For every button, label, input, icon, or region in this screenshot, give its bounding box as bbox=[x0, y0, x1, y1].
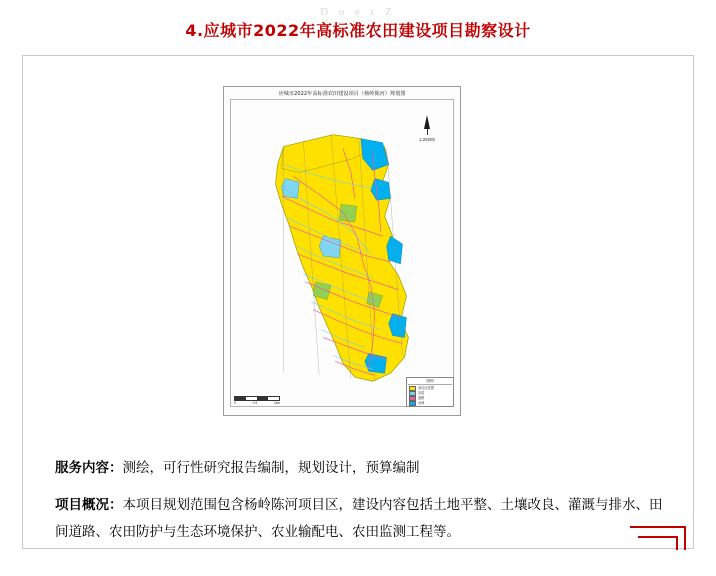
scalebar-mid-label: 0.5 bbox=[252, 401, 258, 405]
project-overview-value: 本项目规划范围包含杨岭陈河项目区，建设内容包括土地平整、土壤改良、灌溉与排水、田间道路、农田防护与生态环境保护、农业输配电、农田监测工程等。 bbox=[55, 496, 663, 540]
service-content-row bbox=[55, 456, 665, 482]
map-title: 应城市2022年高标准农田建设项目（杨岭陈河）规划图 bbox=[278, 91, 406, 98]
compass-rose bbox=[412, 115, 442, 149]
map-legend bbox=[406, 377, 454, 407]
project-overview-label: 项目概况： bbox=[55, 496, 123, 513]
compass-needle-icon bbox=[424, 115, 430, 129]
page-title: 4.应城市2022年高标准农田建设项目勘察设计 bbox=[185, 21, 531, 40]
scalebar-right-label: 1km bbox=[273, 401, 280, 405]
map-figure bbox=[223, 86, 461, 416]
legend-label: 沟渠 bbox=[418, 391, 425, 396]
compass-scale-label: 1:25000 bbox=[419, 136, 435, 143]
legend-item bbox=[408, 401, 452, 406]
map-region-green-1 bbox=[339, 204, 357, 222]
legend-title: 图例 bbox=[408, 379, 452, 385]
project-overview-row bbox=[55, 492, 665, 546]
map-water-body-east bbox=[387, 236, 403, 264]
legend-label: 项目区范围 bbox=[418, 386, 434, 391]
watermark-text: D o e r Z bbox=[320, 6, 396, 18]
service-content-label: 服务内容： bbox=[55, 460, 123, 476]
legend-label: 道路 bbox=[418, 396, 425, 401]
scalebar-bar bbox=[234, 396, 280, 401]
service-content-value: 测绘，可行性研究报告编制，规划设计，预算编制 bbox=[122, 460, 420, 476]
scalebar-left-label: 0 bbox=[234, 401, 236, 405]
corner-decoration bbox=[628, 526, 686, 552]
map-scalebar bbox=[234, 396, 280, 406]
compass-tail-icon bbox=[427, 129, 428, 135]
legend-label: 水域 bbox=[418, 401, 425, 406]
description-block bbox=[55, 456, 665, 556]
content-frame bbox=[22, 55, 694, 549]
scalebar-labels bbox=[234, 401, 280, 405]
legend-swatch-icon bbox=[409, 401, 416, 406]
